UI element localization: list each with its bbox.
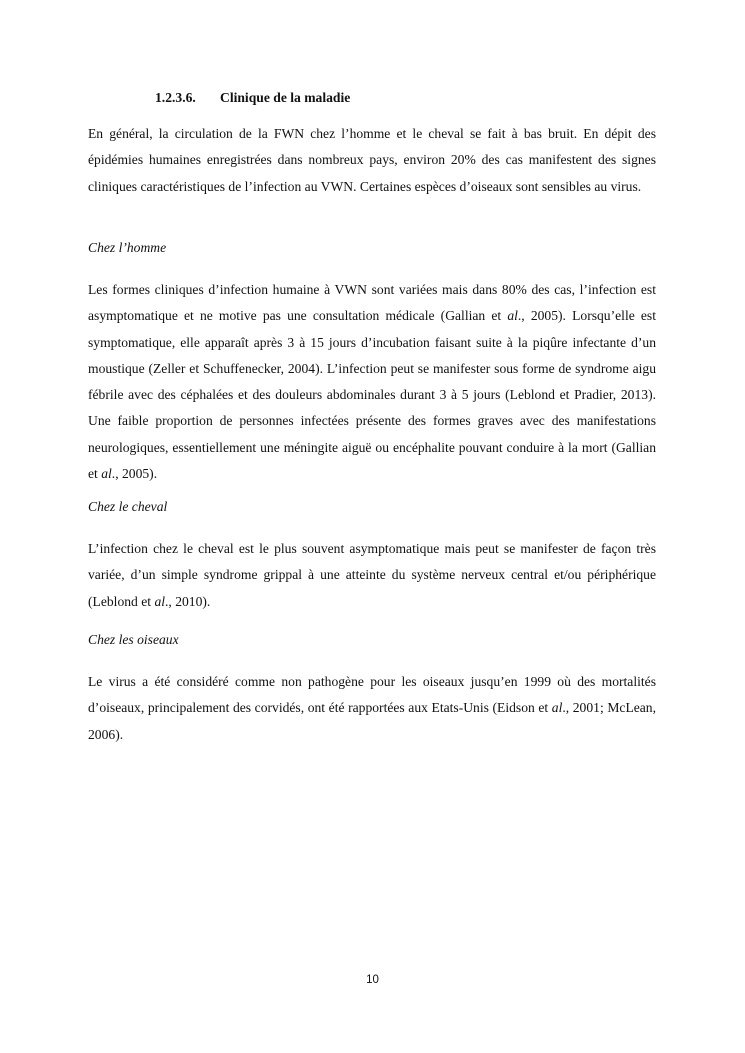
horse-subheading: Chez le cheval (88, 499, 168, 514)
horse-text-2: ., 2010). (165, 593, 211, 609)
human-al-2: al (101, 466, 112, 482)
birds-text-1: Le virus a été considéré comme non pathogène pour les oiseaux jusqu’en 1999 où des mortalités d’oiseaux, principalement des corvidés, ont été rapportées aux Etats-Unis (Eidson et (88, 674, 656, 716)
human-text-3: ., 2005). (111, 466, 158, 482)
section-title: Clinique de la maladie (220, 90, 351, 105)
page-number: 10 (366, 974, 379, 986)
birds-text-2: ., 2001; McLean, 2006). (88, 700, 657, 742)
birds-subheading: Chez les oiseaux (88, 632, 179, 647)
horse-text-1: L’infection chez le cheval est le plus souvent asymptomatique mais peut se manifester de façon très variée, d’un simple syndrome grippal à une atteinte du système nerveux central et/ou périphérique (Leblond et (88, 541, 656, 609)
human-subheading: Chez l’homme (88, 240, 167, 255)
intro-paragraph: En général, la circulation de la FWN chez l’homme et le cheval se fait à bas bruit. En dépit des épidémies humaines enregistrées dans nombreux pays, environ 20% des cas manifestent des signes cliniques caractéristiques de l’infection au VWN. Certaines espèces d’oiseaux sont sensibles au virus. (88, 126, 656, 194)
human-paragraph (88, 277, 656, 487)
section-number: 1.2.3.6. (155, 90, 196, 105)
birds-paragraph (88, 669, 656, 748)
horse-paragraph (88, 536, 656, 615)
birds-al: al (551, 700, 563, 716)
human-text-1: Les formes cliniques d’infection humaine à VWN sont variées mais dans 80% des cas, l’infection est asymptomatique et ne motive pas une consultation médicale (Gallian et (88, 282, 656, 324)
human-text-2: ., 2005). Lorsqu’elle est symptomatique, elle apparaît après 3 à 15 jours d’incubation faisant suite à la piqûre infectante d’un moustique (Zeller et Schuffenecker, 2004). L’infection peut se manifester sous forme de syndrome aigu fébrile avec des céphalées et des douleurs abdominales durant 3 à 5 jours (Leblond et Pradier, 2013). Une faible proportion de personnes infectées présente des formes graves avec des manifestations neurologiques, essentiellement une méningite aiguë ou encéphalite pouvant conduire à la mort (Gallian et (88, 308, 656, 482)
horse-al: al (154, 593, 166, 609)
section-heading (155, 90, 350, 106)
human-al-1: al (507, 308, 518, 324)
